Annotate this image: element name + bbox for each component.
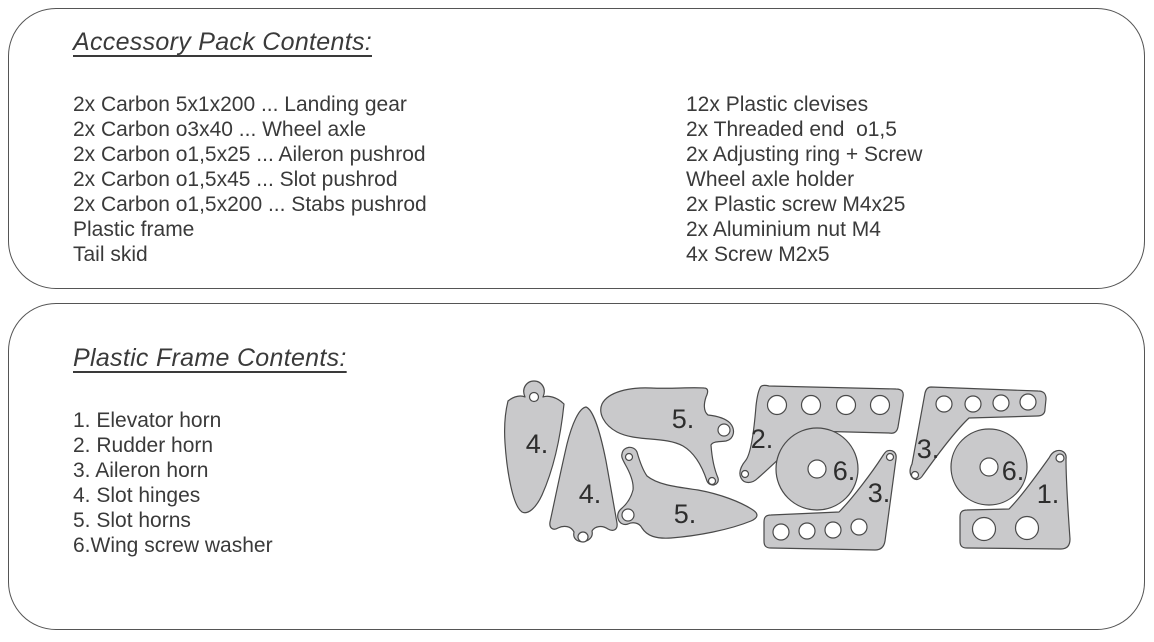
part-label: 1. bbox=[1036, 479, 1060, 509]
part-wing-screw-washer-2 bbox=[951, 429, 1027, 505]
list-item: 5. Slot horns bbox=[73, 509, 191, 532]
list-item: 6.Wing screw washer bbox=[73, 534, 273, 557]
part-label: 5. bbox=[671, 404, 695, 434]
plastic-frame-panel bbox=[8, 303, 1145, 630]
part-slot-horn-1 bbox=[601, 388, 734, 485]
part-slot-hinge-1 bbox=[505, 381, 564, 513]
part-label: 4. bbox=[525, 429, 549, 459]
list-item: 2x Aluminium nut M4 bbox=[686, 218, 881, 241]
list-item: 2x Carbon o1,5x25 ... Aileron pushrod bbox=[73, 143, 426, 166]
list-item: 4. Slot hinges bbox=[73, 484, 201, 507]
part-label: 6. bbox=[1001, 456, 1025, 486]
part-label: 5. bbox=[673, 499, 697, 529]
list-item: 12x Plastic clevises bbox=[686, 93, 869, 116]
part-label: 4. bbox=[578, 479, 602, 509]
list-item: 4x Screw M2x5 bbox=[686, 243, 830, 266]
list-item: 3. Aileron horn bbox=[73, 459, 209, 482]
plastic-frame-title: Plastic Frame Contents: bbox=[73, 344, 347, 372]
part-label: 3. bbox=[916, 434, 940, 464]
accessory-pack-panel bbox=[8, 8, 1145, 289]
list-item: 2x Threaded end o1,5 bbox=[686, 118, 897, 141]
list-item: 1. Elevator horn bbox=[73, 409, 222, 432]
list-item: Wheel axle holder bbox=[686, 168, 855, 191]
part-label: 2. bbox=[750, 424, 774, 454]
plastic-parts-diagram bbox=[489, 377, 1089, 557]
list-item: 2x Plastic screw M4x25 bbox=[686, 193, 906, 216]
list-item: Tail skid bbox=[73, 243, 148, 266]
list-item: 2x Carbon o1,5x45 ... Slot pushrod bbox=[73, 168, 398, 191]
list-item: Plastic frame bbox=[73, 218, 195, 241]
part-slot-horn-2 bbox=[618, 447, 757, 538]
accessory-left-list bbox=[73, 92, 427, 267]
list-item: 2x Carbon 5x1x200 ... Landing gear bbox=[73, 93, 407, 116]
list-item: 2x Carbon o3x40 ... Wheel axle bbox=[73, 118, 366, 141]
part-label: 3. bbox=[867, 478, 891, 508]
list-item: 2x Carbon o1,5x200 ... Stabs pushrod bbox=[73, 193, 427, 216]
list-item: 2. Rudder horn bbox=[73, 434, 214, 457]
plastic-frame-list bbox=[73, 408, 273, 558]
part-label: 6. bbox=[832, 456, 856, 486]
accessory-pack-title: Accessory Pack Contents: bbox=[73, 28, 372, 56]
accessory-right-list bbox=[686, 92, 922, 267]
list-item: 2x Adjusting ring + Screw bbox=[686, 143, 923, 166]
part-wing-screw-washer-1 bbox=[776, 428, 858, 510]
